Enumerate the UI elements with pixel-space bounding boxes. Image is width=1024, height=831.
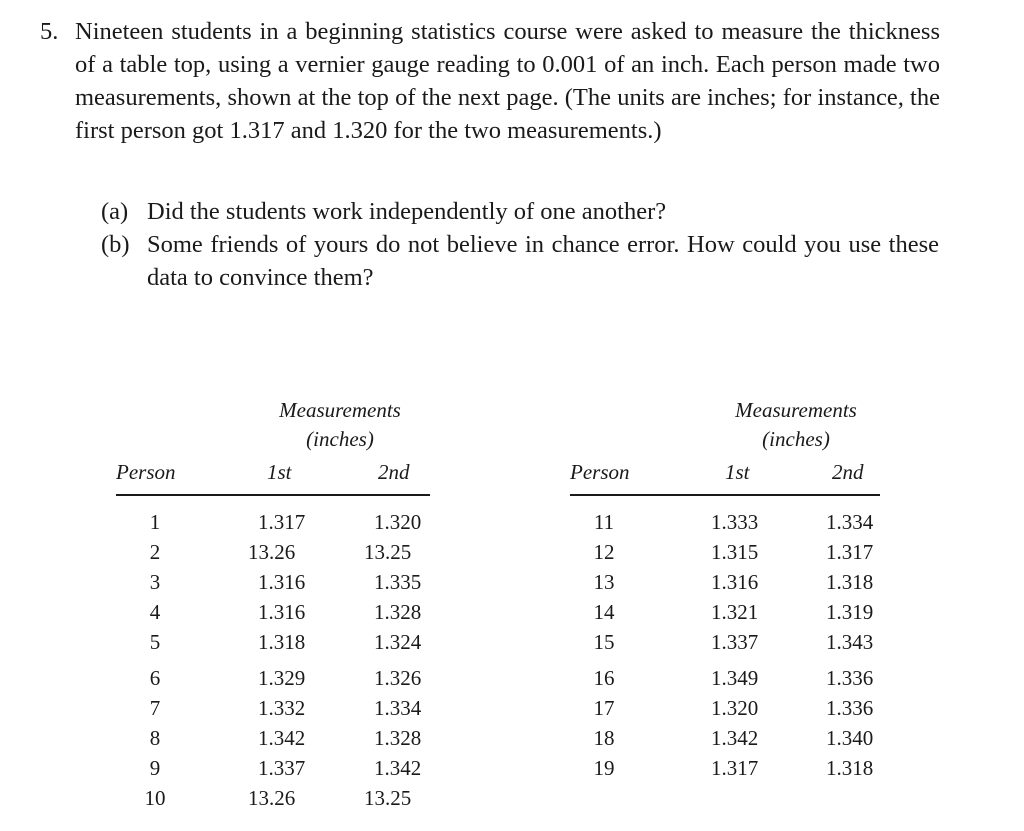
measurements-header-line2: (inches) xyxy=(762,427,830,451)
first-measurement-cell: 1.317 xyxy=(258,510,306,534)
person-cell: 18 xyxy=(593,726,615,750)
header-rule xyxy=(570,494,880,496)
first-measurement-cell: 1.337 xyxy=(711,630,759,654)
table-row xyxy=(110,627,430,657)
second-measurement-cell: 1.324 xyxy=(374,630,422,654)
table-row xyxy=(110,537,430,567)
first-column-header: 1st xyxy=(267,460,292,484)
first-measurement-cell: 1.329 xyxy=(258,666,306,690)
subpart-b-text: Some friends of yours do not believe in chance error. How could you use these data to convince them? xyxy=(147,231,939,291)
table-row xyxy=(566,627,886,657)
second-measurement-cell: 13.25 xyxy=(364,786,412,810)
person-cell: 13 xyxy=(593,570,615,594)
person-cell: 3 xyxy=(149,570,161,594)
person-cell: 10 xyxy=(144,786,166,810)
person-cell: 6 xyxy=(149,666,161,690)
subpart-a-text: Did the students work independently of one another? xyxy=(147,198,667,225)
table-row xyxy=(110,663,430,693)
first-measurement-cell: 1.342 xyxy=(711,726,759,750)
first-measurement-cell: 1.317 xyxy=(711,756,759,780)
subpart-b-label: (b) xyxy=(101,231,130,258)
table-row xyxy=(110,567,430,597)
person-cell: 17 xyxy=(593,696,615,720)
first-measurement-cell: 1.321 xyxy=(711,600,759,624)
second-measurement-cell: 1.336 xyxy=(826,666,874,690)
person-cell: 16 xyxy=(593,666,615,690)
person-cell: 19 xyxy=(593,756,615,780)
table-row xyxy=(110,783,430,813)
problem-number: 5. xyxy=(40,18,59,45)
problem-subparts xyxy=(101,195,939,294)
measurements-header-line1: Measurements xyxy=(279,398,401,422)
table-row xyxy=(566,567,886,597)
person-cell: 11 xyxy=(593,510,615,534)
person-cell: 15 xyxy=(593,630,615,654)
first-column-header: 1st xyxy=(725,460,750,484)
header-rule xyxy=(116,494,430,496)
first-measurement-cell: 1.332 xyxy=(258,696,306,720)
subpart-a-label: (a) xyxy=(101,198,129,225)
first-measurement-cell: 1.337 xyxy=(258,756,306,780)
second-measurement-cell: 13.25 xyxy=(364,540,412,564)
table-row xyxy=(110,723,430,753)
first-measurement-cell: 1.316 xyxy=(258,600,306,624)
person-cell: 7 xyxy=(149,696,161,720)
second-measurement-cell: 1.319 xyxy=(826,600,874,624)
second-measurement-cell: 1.334 xyxy=(374,696,422,720)
second-measurement-cell: 1.340 xyxy=(826,726,874,750)
second-measurement-cell: 1.326 xyxy=(374,666,422,690)
first-measurement-cell: 13.26 xyxy=(248,786,296,810)
table-row xyxy=(566,723,886,753)
second-measurement-cell: 1.318 xyxy=(826,570,874,594)
measurements-table-left xyxy=(110,396,440,816)
person-column-header: Person xyxy=(116,460,176,484)
first-measurement-cell: 1.318 xyxy=(258,630,306,654)
second-measurement-cell: 1.334 xyxy=(826,510,874,534)
table-row xyxy=(566,597,886,627)
measurements-header-line2: (inches) xyxy=(306,427,374,451)
table-row xyxy=(566,537,886,567)
table-row xyxy=(110,753,430,783)
table-row xyxy=(566,693,886,723)
first-measurement-cell: 1.333 xyxy=(711,510,759,534)
person-cell: 4 xyxy=(149,600,161,624)
person-cell: 12 xyxy=(593,540,615,564)
second-measurement-cell: 1.342 xyxy=(374,756,422,780)
second-measurement-cell: 1.343 xyxy=(826,630,874,654)
second-measurement-cell: 1.328 xyxy=(374,726,422,750)
table-row xyxy=(566,753,886,783)
person-cell: 14 xyxy=(593,600,615,624)
first-measurement-cell: 1.342 xyxy=(258,726,306,750)
person-cell: 9 xyxy=(149,756,161,780)
subpart-b xyxy=(101,228,939,294)
second-measurement-cell: 1.317 xyxy=(826,540,874,564)
table-row xyxy=(110,597,430,627)
first-measurement-cell: 1.316 xyxy=(711,570,759,594)
person-cell: 2 xyxy=(149,540,161,564)
second-measurement-cell: 1.328 xyxy=(374,600,422,624)
second-measurement-cell: 1.335 xyxy=(374,570,422,594)
person-cell: 1 xyxy=(149,510,161,534)
person-cell: 8 xyxy=(149,726,161,750)
second-measurement-cell: 1.320 xyxy=(374,510,422,534)
table-row xyxy=(566,663,886,693)
table-row xyxy=(110,693,430,723)
first-measurement-cell: 1.349 xyxy=(711,666,759,690)
first-measurement-cell: 13.26 xyxy=(248,540,296,564)
second-measurement-cell: 1.318 xyxy=(826,756,874,780)
subpart-a xyxy=(101,195,939,228)
person-column-header: Person xyxy=(570,460,630,484)
second-measurement-cell: 1.336 xyxy=(826,696,874,720)
measurements-header-line1: Measurements xyxy=(735,398,857,422)
person-cell: 5 xyxy=(149,630,161,654)
measurements-table-right xyxy=(566,396,896,816)
second-column-header: 2nd xyxy=(832,460,864,484)
table-row xyxy=(566,507,886,537)
problem-text: Nineteen students in a beginning statistics course were asked to measure the thickness of a table top, using a vernier gauge reading to 0.001 of an inch. Each person made two measurements, shown at the top of the next page. (The units are inches; for instance, the first person got 1.317 and 1.320 for the two measurements.) xyxy=(75,18,940,144)
measurements-header xyxy=(260,396,420,454)
measurements-header xyxy=(716,396,876,454)
table-row xyxy=(110,507,430,537)
first-measurement-cell: 1.316 xyxy=(258,570,306,594)
problem-statement xyxy=(40,15,940,147)
first-measurement-cell: 1.315 xyxy=(711,540,759,564)
first-measurement-cell: 1.320 xyxy=(711,696,759,720)
second-column-header: 2nd xyxy=(378,460,410,484)
